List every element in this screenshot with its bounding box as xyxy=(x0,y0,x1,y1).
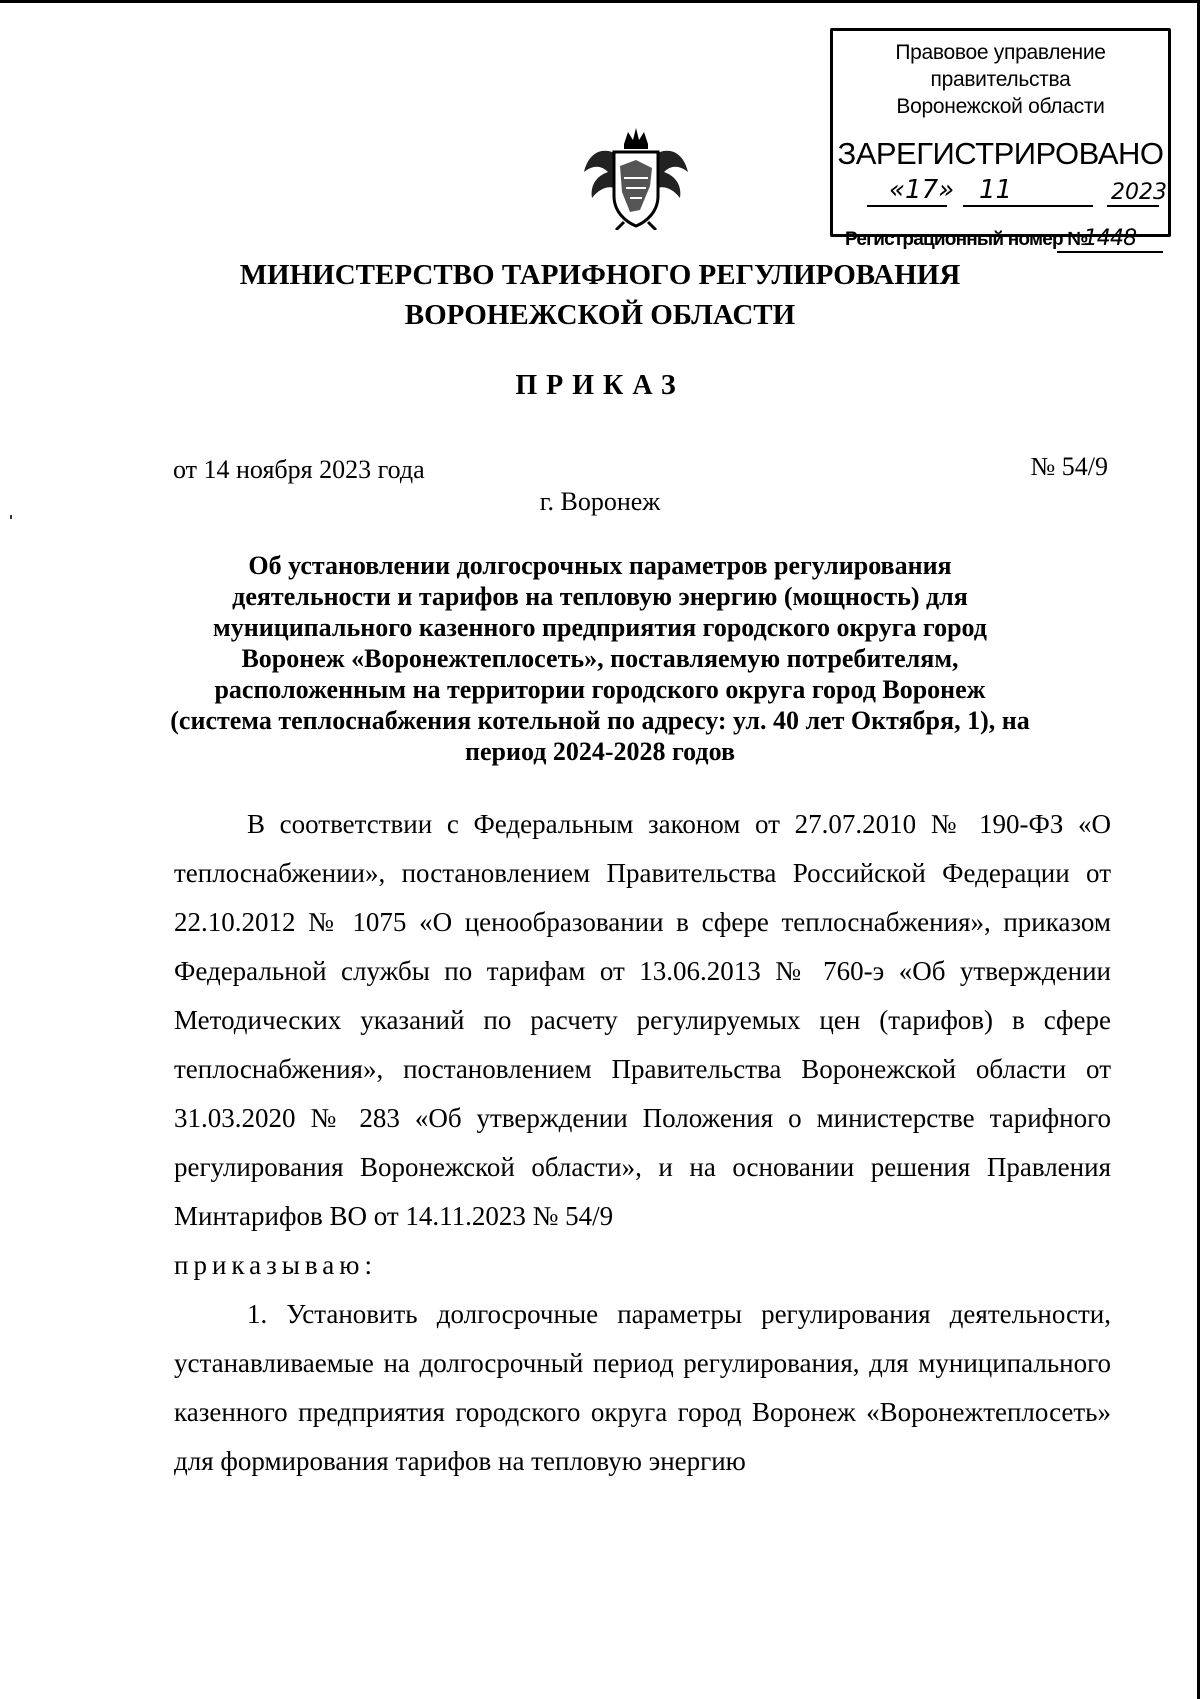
title-line: деятельности и тарифов на тепловую энергию (мощность) для xyxy=(232,582,968,611)
stamp-date-day: «17» xyxy=(889,175,955,205)
document-body xyxy=(174,800,1111,1486)
stamp-reg-number-value: 1448 xyxy=(1057,226,1163,253)
order-item-1: 1. Установить долгосрочные параметры регулирования деятельности, устанавливаемые на долгосрочный период регулирования, для муниципального казенного предприятия городского округа город Воронеж «Воронежтеплосеть» для формирования тарифов на тепловую энергию xyxy=(174,1299,1111,1476)
stamp-registered-label: ЗАРЕГИСТРИРОВАНО xyxy=(837,136,1164,171)
stamp-department xyxy=(833,39,1168,120)
document-date: от 14 ноября 2023 года xyxy=(173,455,425,484)
title-line: Об установлении долгосрочных параметров регулирования xyxy=(248,551,952,580)
stamp-department-line1: Правовое управление правительства xyxy=(895,41,1106,91)
document-title xyxy=(150,550,1050,767)
document-city: г. Воронеж xyxy=(539,487,661,516)
stamp-day-underline xyxy=(867,205,947,207)
stamp-reg-number-label: Регистрационный номер № xyxy=(845,229,1088,250)
stamp-date-row xyxy=(867,175,1167,211)
stamp-department-line2: Воронежской области xyxy=(896,95,1105,118)
orders-word: приказываю: xyxy=(174,1250,377,1280)
stamp-month-underline xyxy=(963,205,1093,207)
document-number: № 54/9 xyxy=(1030,452,1108,481)
ministry-name-line1: МИНИСТЕРСТВО ТАРИФНОГО РЕГУЛИРОВАНИЯ xyxy=(239,259,961,291)
title-line: муниципального казенного предприятия городского округа город xyxy=(213,613,987,642)
title-line: (система теплоснабжения котельной по адресу: ул. 40 лет Октября, 1), на xyxy=(170,706,1030,735)
stamp-date-month: 11 xyxy=(979,175,1013,205)
title-line: расположенным на территории городского округа город Воронеж xyxy=(214,675,986,704)
title-line: Воронеж «Воронежтеплосеть», поставляемую потребителям, xyxy=(241,644,959,673)
title-line: период 2024-2028 годов xyxy=(465,737,735,766)
coat-of-arms-emblem-icon xyxy=(580,126,692,230)
document-type: ПРИКАЗ xyxy=(515,370,685,401)
scan-border-top xyxy=(0,0,1200,3)
stamp-date-year: 2023 xyxy=(1111,180,1167,205)
ministry-name-line2: ВОРОНЕЖСКОЙ ОБЛАСТИ xyxy=(404,299,796,331)
registration-stamp xyxy=(830,28,1171,251)
ministry-name xyxy=(0,255,1200,335)
preamble-paragraph: В соответствии с Федеральным законом от 27.07.2010 № 190-ФЗ «О теплоснабжении», постановлением Правительства Российской Федерации от 22.10.2012 № 1075 «О ценообразовании в сфере теплоснабжения», приказом Федеральной службы по тарифам от 13.06.2013 № 760-э «Об утверждении Методических указаний по расчету регулируемых цен (тарифов) в сфере теплоснабжения», постановлением Правительства Воронежской области от 31.03.2020 № 283 «Об утверждении Положения о министерстве тарифного регулирования Воронежской области», и на основании решения Правления Минтарифов ВО от 14.11.2023 № 54/9 xyxy=(174,809,1111,1231)
stamp-year-underline xyxy=(1107,205,1159,207)
